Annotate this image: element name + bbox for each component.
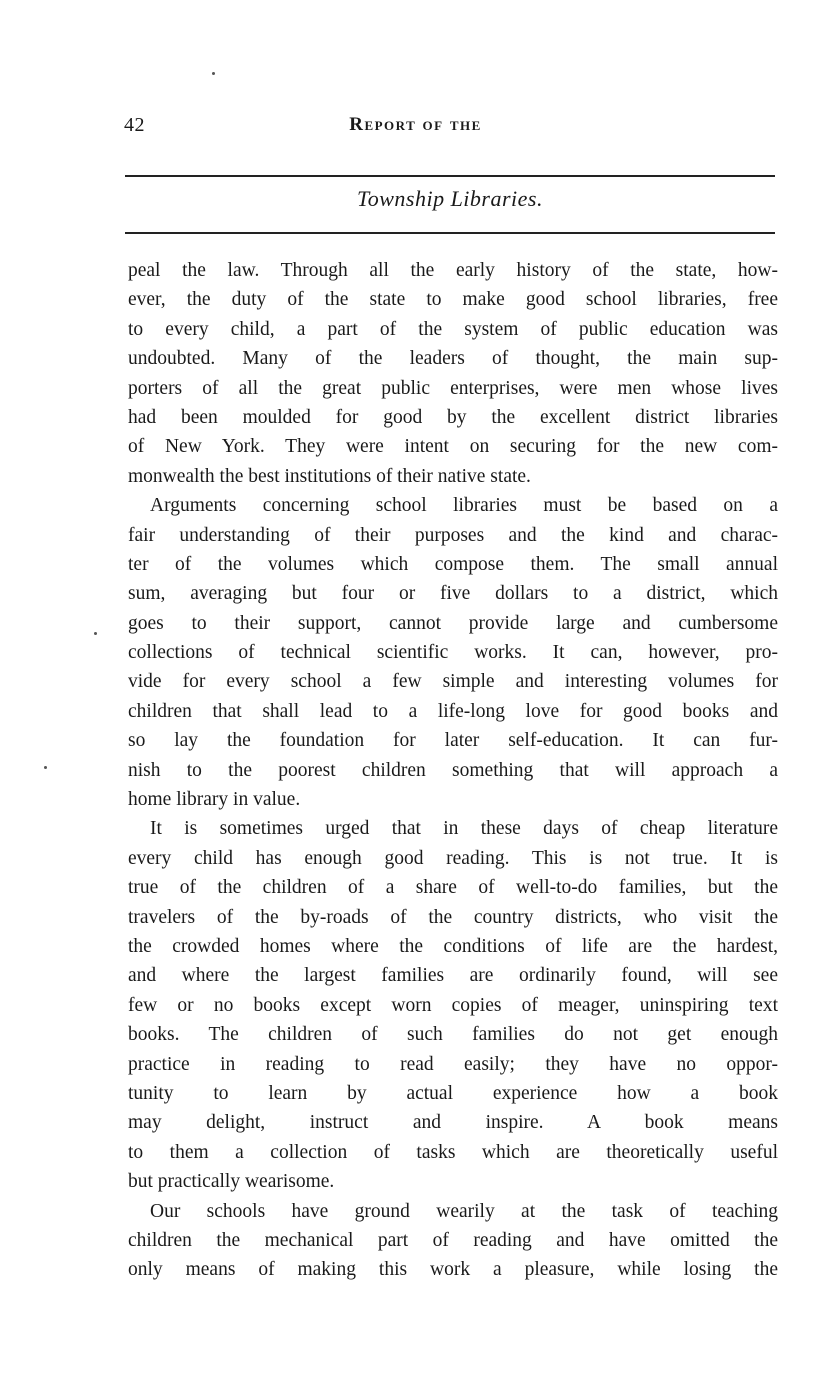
text-line: but practically wearisome. [128,1171,335,1193]
text-line: so lay the foundation for later self-education. It can fur- [128,730,778,752]
text-line: peal the law. Through all the early history of the state, how- [128,260,778,281]
text-line: goes to their support, cannot provide large and cumbersome [128,612,778,634]
header-rule-top [125,175,775,177]
scan-speck [94,632,97,635]
text-line: few or no books except worn copies of meager, uninspiring text [128,994,778,1016]
text-line: travelers of the by-roads of the country districts, who visit the [128,906,778,928]
text-line: Our schools have ground wearily at the task of teaching [150,1200,778,1222]
text-line: had been moulded for good by the excellent district libraries [128,406,778,428]
paragraph-3 [128,814,778,1196]
text-line: monwealth the best institutions of their native state. [128,465,531,487]
text-line: and where the largest families are ordinarily found, will see [128,965,778,987]
text-line: nish to the poorest children something that will approach a [128,759,778,781]
text-line: to them a collection of tasks which are theoretically useful [128,1141,778,1163]
text-line: vide for every school a few simple and interesting volumes for [128,671,778,693]
body-text [128,256,778,1285]
text-line: children the mechanical part of reading and have omitted the [128,1229,778,1251]
section-title: Township Libraries. [357,186,543,211]
text-line: to every child, a part of the system of public education was [128,318,778,340]
text-line: fair understanding of their purposes and the kind and charac- [128,524,778,546]
paragraph-2 [128,491,778,814]
text-line: collections of technical scientific works. It can, however, pro- [128,642,778,664]
text-line: books. The children of such families do not get enough [128,1024,778,1046]
text-line: home library in value. [128,789,301,811]
text-line: children that shall lead to a life-long love for good books and [128,700,778,722]
text-line: true of the children of a share of well-to-do families, but the [128,877,778,899]
paragraph-1 [128,256,778,491]
text-line: undoubted. Many of the leaders of thought, the main sup- [128,348,778,370]
text-line: every child has enough good reading. This is not true. It is [128,847,778,869]
page-number: 42 [124,114,145,136]
text-line: the crowded homes where the conditions of life are the hardest, [128,935,778,957]
text-line: porters of all the great public enterprises, were men whose lives [128,377,778,399]
text-line: sum, averaging but four or five dollars to a district, which [128,583,778,605]
text-line: Arguments concerning school libraries must be based on a [150,495,778,517]
scan-speck [212,72,215,75]
paragraph-4 [128,1197,778,1285]
text-line: ter of the volumes which compose them. The small annual [128,553,778,575]
text-line: of New York. They were intent on securing for the new com- [128,436,778,458]
text-line: ever, the duty of the state to make good school libraries, free [128,289,778,311]
text-line: only means of making this work a pleasure, while losing the [128,1259,778,1281]
scan-speck [44,766,47,769]
text-line: may delight, instruct and inspire. A book means [128,1112,778,1134]
header-rule-bottom [125,232,775,234]
running-head: Report of the [349,114,482,135]
text-line: tunity to learn by actual experience how a book [128,1082,778,1104]
text-line: practice in reading to read easily; they have no oppor- [128,1053,778,1075]
text-line: It is sometimes urged that in these days of cheap literature [150,818,778,840]
